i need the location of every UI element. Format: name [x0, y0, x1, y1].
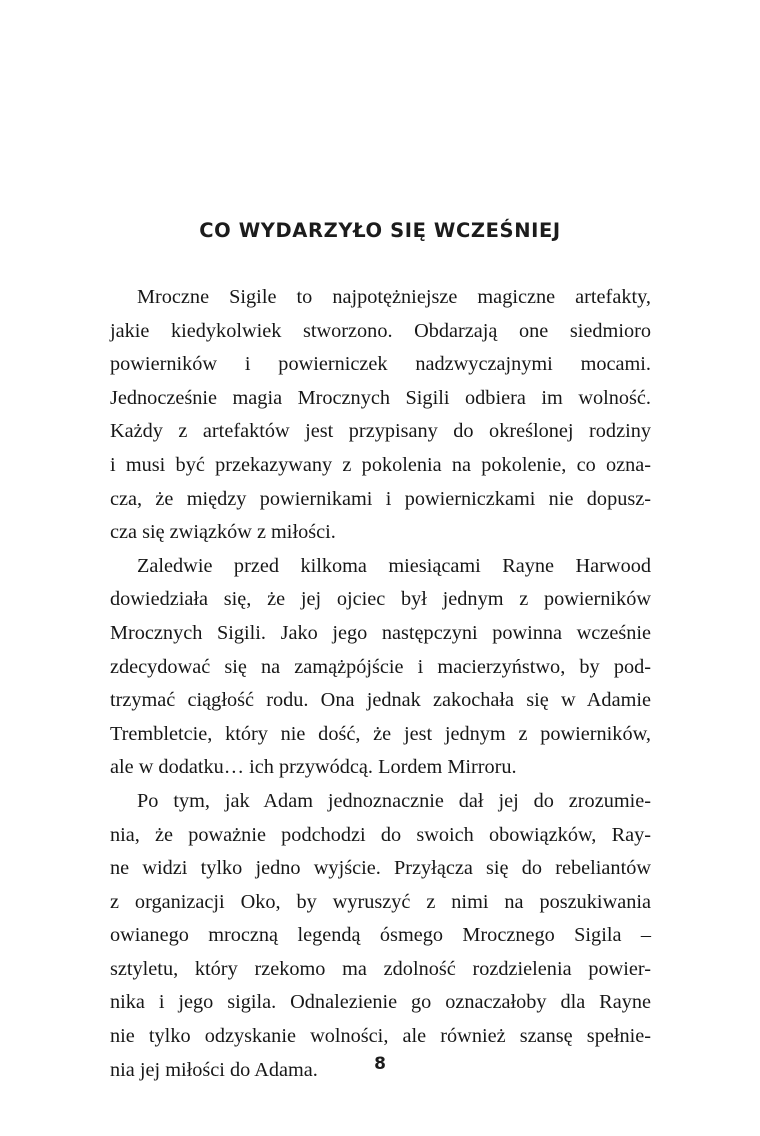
text-line: nika i jego sigila. Odnalezienie go oznaczałoby dla Rayne	[110, 991, 651, 1014]
body-text	[110, 281, 651, 1087]
text-line: ne widzi tylko jedno wyjście. Przyłącza się do rebeliantów	[110, 857, 651, 880]
page-number: 8	[374, 1054, 386, 1074]
text-line: cza, że między powiernikami i powierniczkami nie dopusz-	[110, 487, 651, 510]
paragraph-2	[110, 550, 651, 785]
text-line: ale w dodatku… ich przywódcą. Lordem Mirroru.	[110, 756, 517, 779]
text-line: powierników i powierniczek nadzwyczajnymi mocami.	[110, 353, 651, 376]
text-line: nia, że poważnie podchodzi do swoich obowiązków, Ray-	[110, 823, 651, 846]
text-line: dowiedziała się, że jej ojciec był jednym z powierników	[110, 588, 651, 611]
text-line: owianego mroczną legendą ósmego Mrocznego Sigila –	[110, 924, 651, 947]
text-line: Mrocznych Sigili. Jako jego następczyni powinna wcześnie	[110, 621, 651, 644]
text-line: Trembletcie, który nie dość, że jest jednym z powierników,	[110, 722, 651, 745]
text-line: Mroczne Sigile to najpotężniejsze magiczne artefakty,	[137, 286, 651, 308]
text-line: Zaledwie przed kilkoma miesiącami Rayne Harwood	[137, 554, 651, 577]
text-line: z organizacji Oko, by wyruszyć z nimi na poszukiwania	[110, 890, 651, 913]
text-line: Każdy z artefaktów jest przypisany do określonej rodziny	[110, 420, 651, 443]
text-line: i musi być przekazywany z pokolenia na pokolenie, co ozna-	[110, 453, 651, 476]
paragraph-1	[110, 281, 651, 550]
text-line: nia jej miłości do Adama.	[110, 1058, 318, 1081]
paragraph-3	[110, 785, 651, 1087]
text-line: jakie kiedykolwiek stworzono. Obdarzają one siedmioro	[110, 319, 651, 342]
text-line: Jednocześnie magia Mrocznych Sigili odbiera im wolność.	[110, 386, 651, 409]
text-line: zdecydować się na zamążpójście i macierzyństwo, by pod-	[110, 655, 651, 678]
text-line: cza się związków z miłości.	[110, 521, 336, 544]
text-line: Po tym, jak Adam jednoznacznie dał jej do zrozumie-	[137, 789, 651, 812]
text-line: nie tylko odzyskanie wolności, ale również szansę spełnie-	[110, 1025, 651, 1048]
text-line: trzymać ciągłość rodu. Ona jednak zakochała się w Adamie	[110, 689, 651, 712]
text-line: sztyletu, który rzekomo ma zdolność rozdzielenia powier-	[110, 957, 651, 980]
page-title: CO WYDARZYŁO SIĘ WCZEŚNIEJ	[199, 219, 561, 243]
